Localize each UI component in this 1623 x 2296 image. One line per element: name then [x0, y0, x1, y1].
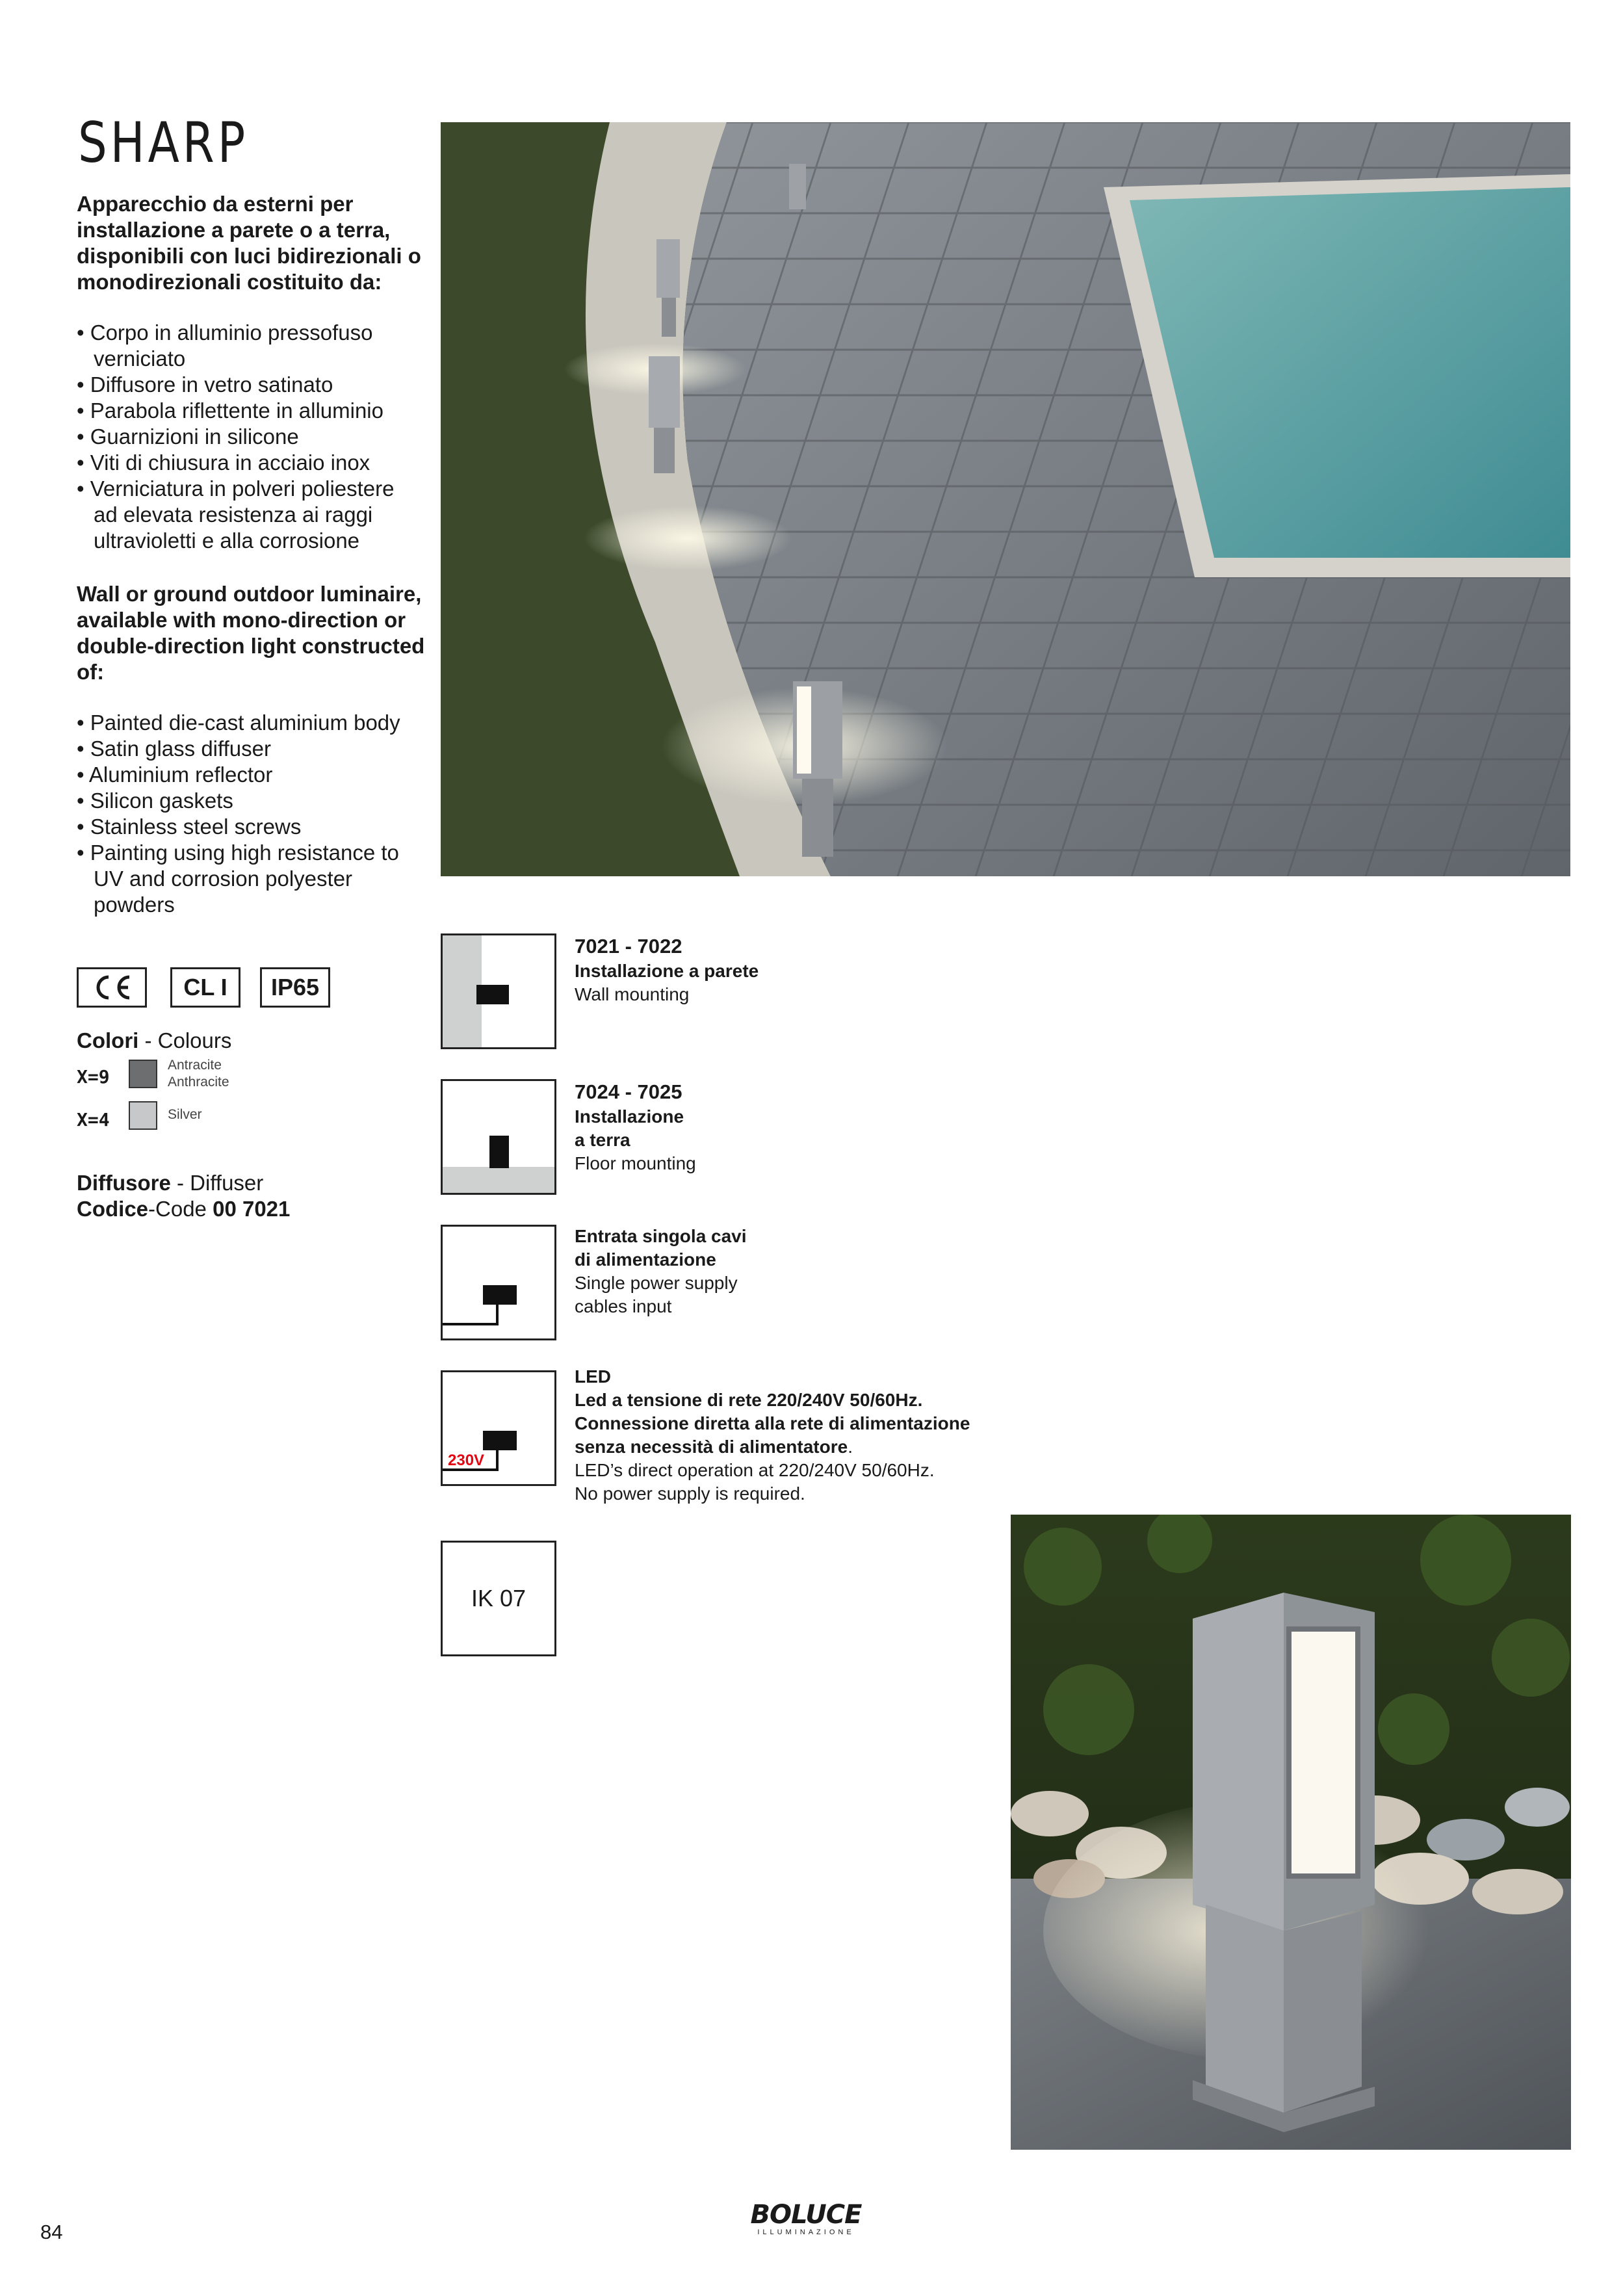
list-item: • Painted die-cast aluminium body — [77, 710, 428, 736]
list-item: • Corpo in alluminio pressofuso verniciato — [77, 320, 415, 372]
features-english-list — [77, 710, 428, 918]
list-item: • Silicon gaskets — [77, 788, 428, 814]
colour-swatch-anthracite — [129, 1060, 157, 1088]
brand-logo — [747, 2200, 864, 2236]
page-title: SHARP — [78, 111, 249, 176]
ce-mark-icon — [88, 973, 136, 1002]
pool-garden-photo — [441, 122, 1570, 876]
list-item: • Stainless steel screws — [77, 814, 428, 840]
list-item: • Aluminium reflector — [77, 762, 428, 788]
floor-mounting-icon — [441, 1079, 556, 1195]
list-item: • Satin glass diffuser — [77, 736, 428, 762]
list-item: • Guarnizioni in silicone — [77, 424, 415, 450]
list-item: • Painting using high resistance to UV and corrosion polyester powders — [77, 840, 428, 918]
spec-led: LED Led a tensione di rete 220/240V 50/60Hz. Connessione diretta alla rete di alimentazione senza necessità di alimentatore. LED’s direct operation at 220/240V 50/60Hz. No power supply is required. — [575, 1366, 970, 1504]
product-code: Codice-Code 00 7021 — [77, 1197, 291, 1221]
ce-mark-badge — [77, 967, 147, 1008]
list-item: • Diffusore in vetro satinato — [77, 372, 415, 398]
colour-swatch-silver — [129, 1101, 157, 1130]
colour-name: Silver — [168, 1107, 202, 1122]
features-italian-list — [77, 320, 415, 554]
bollard-closeup-photo — [1011, 1515, 1571, 2150]
list-item: • Verniciatura in polveri poliestere ad elevata resistenza ai raggi ultravioletti e alla corrosione — [77, 476, 415, 554]
cable-input-icon — [441, 1225, 556, 1340]
intro-italian: Apparecchio da esterni per installazione a parete o a terra, disponibili con luci bidirezionali o monodirezionali costituito da: — [77, 192, 421, 294]
colour-name: Antracite Anthracite — [168, 1058, 229, 1089]
led-230v-icon — [441, 1370, 556, 1486]
diffuser-label: Diffusore - Diffuser — [77, 1171, 264, 1195]
brand-subtitle: ILLUMINAZIONE — [757, 2228, 855, 2236]
ip-rating-badge: IP65 — [260, 967, 330, 1008]
spec-wall-mounting: 7021 - 7022 Installazione a parete Wall mounting — [575, 935, 759, 1004]
colours-heading: Colori - Colours — [77, 1028, 232, 1052]
bollard-closeup-image — [1011, 1515, 1571, 2150]
list-item: • Viti di chiusura in acciaio inox — [77, 450, 415, 476]
wall-mounting-icon — [441, 933, 556, 1049]
colour-code: X=9 — [77, 1066, 110, 1088]
class-badge: CL I — [170, 967, 240, 1008]
voltage-label: 230V — [448, 1452, 485, 1469]
page-number: 84 — [40, 2221, 63, 2243]
intro-english: Wall or ground outdoor luminaire, available with mono-direction or double-direction light constructed of: — [77, 582, 425, 684]
colour-code: X=4 — [77, 1109, 110, 1130]
list-item: • Parabola riflettente in alluminio — [77, 398, 415, 424]
spec-single-power-supply: Entrata singola cavi di alimentazione Single power supply cables input — [575, 1226, 747, 1316]
ik-rating-box: IK 07 — [441, 1541, 556, 1656]
spec-floor-mounting: 7024 - 7025 Installazione a terra Floor mounting — [575, 1080, 696, 1173]
pool-garden-image — [441, 122, 1570, 876]
brand-name: BOLUCE — [750, 2200, 862, 2230]
